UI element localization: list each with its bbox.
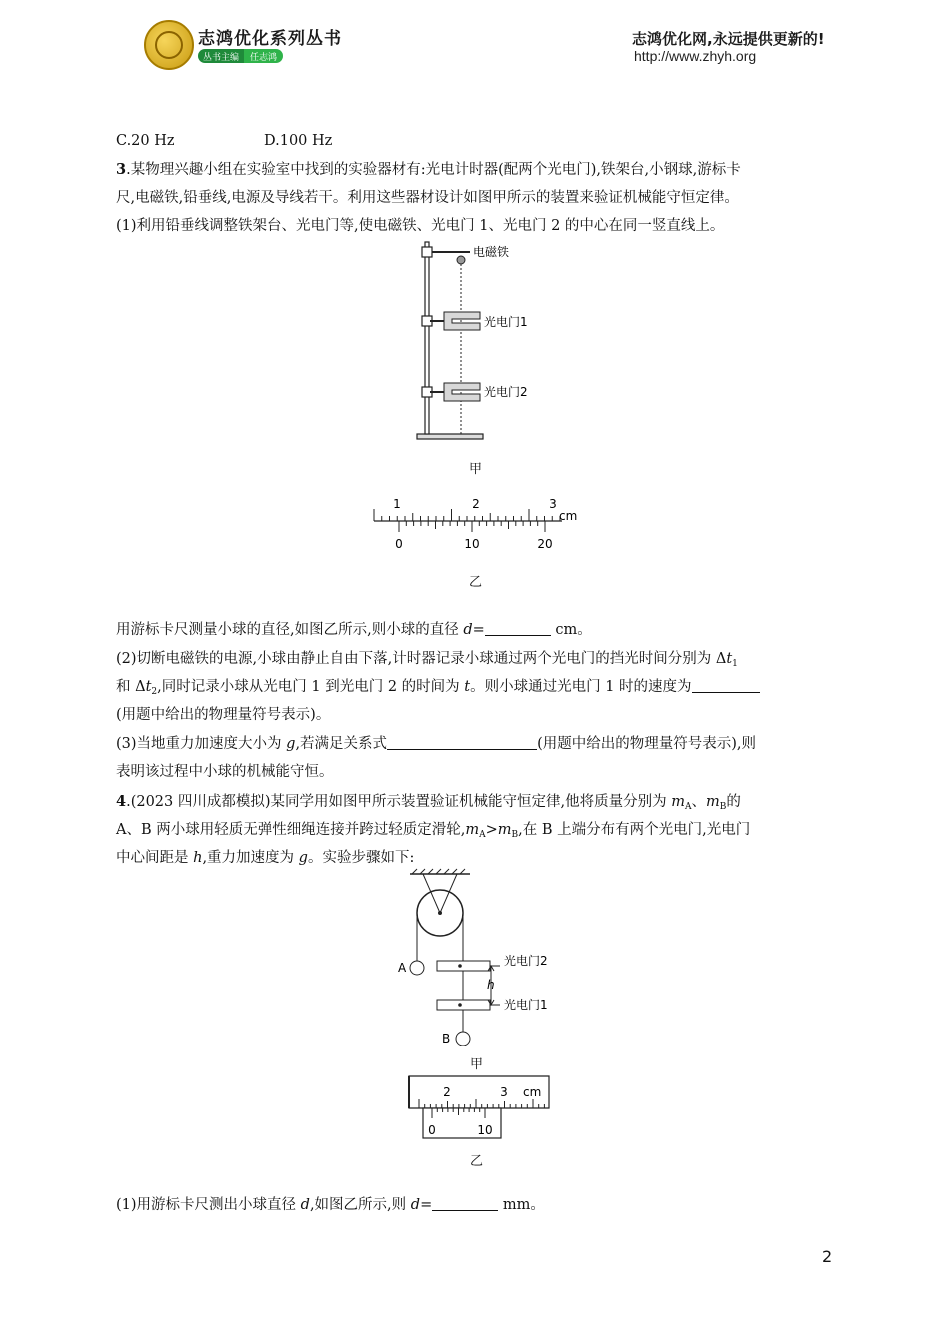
q4-caption-a: 甲 <box>470 1057 484 1072</box>
series-title: 志鸿优化系列丛书 <box>198 29 342 49</box>
q3-part2-line3: (用题中给出的物理量符号表示)。 <box>116 707 331 723</box>
q4-text: 。实验步骤如下: <box>307 850 415 866</box>
q3-part2-line2 <box>116 677 760 702</box>
publisher-logo <box>144 20 194 70</box>
q3-part3-line1 <box>116 734 756 754</box>
var-g: g <box>286 736 296 752</box>
q4-text: A、B 两小球用轻质无弹性细绳连接并跨过轻质定滑轮, <box>116 822 466 838</box>
q4-number: 4 <box>116 793 127 810</box>
q3-figure-vernier <box>370 494 590 554</box>
subscript: B <box>719 802 727 812</box>
site-slogan: 志鸿优化网,永远提供更新的! <box>632 30 825 48</box>
q3-text: cm。 <box>555 622 592 638</box>
q3-part1-question <box>116 620 592 640</box>
subscript: B <box>511 830 519 840</box>
subscript: 1 <box>732 659 738 669</box>
var-t: t <box>464 679 471 695</box>
q3-stem-line1 <box>116 160 741 180</box>
var-m: m <box>671 794 685 810</box>
vernier-tick-label: 10 <box>464 537 480 551</box>
var-g: g <box>298 850 308 866</box>
editor-label: 丛书主编 <box>198 49 244 63</box>
var-m: m <box>465 822 480 838</box>
var-h: h <box>193 850 203 866</box>
label-magnet: 电磁铁 <box>473 245 510 259</box>
main-tick-label: 2 <box>443 1085 451 1099</box>
q3-text: ,同时记录小球从光电门 1 到光电门 2 的时间为 <box>157 679 465 695</box>
label-gate2: 光电门2 <box>484 385 528 399</box>
q3-caption-b: 乙 <box>469 575 483 590</box>
q3-text: (用题中给出的物理量符号表示),则 <box>537 736 756 752</box>
scale-unit: cm <box>523 1085 542 1099</box>
q4-text: ,重力加速度为 <box>202 850 299 866</box>
q4-text: ,在 B 上端分布有两个光电门,光电门 <box>518 822 751 838</box>
vernier-tick-label: 0 <box>395 537 403 551</box>
q3-text: ,若满足关系式 <box>295 736 388 752</box>
q3-stem-2: 尺,电磁铁,铅垂线,电源及导线若干。利用这些器材设计如图甲所示的装置来验证机械能守恒定律。 <box>116 190 739 206</box>
label-ball-b: B <box>442 1032 451 1046</box>
q3-part3-line2: 表明该过程中小球的机械能守恒。 <box>116 764 334 780</box>
q4-text: 中心间距是 <box>116 850 194 866</box>
option-d: D.100 Hz <box>264 133 333 149</box>
vernier-tick-label: 20 <box>537 537 553 551</box>
q3-part2-line1 <box>116 649 738 674</box>
q4-part1 <box>116 1195 545 1215</box>
q3-part1: (1)利用铅垂线调整铁架台、光电门等,使电磁铁、光电门 1、光电门 2 的中心在同一竖直线上。 <box>116 218 725 234</box>
label-gate1: 光电门1 <box>484 315 528 329</box>
q4-text: 的 <box>726 794 741 810</box>
q3-text: (2)切断电磁铁的电源,小球由静止自由下落,计时器记录小球通过两个光电门的挡光时间分别为 Δ <box>116 651 727 667</box>
q4-text: (1)用游标卡尺测出小球直径 <box>116 1197 301 1213</box>
q4-text: 、 <box>691 794 706 810</box>
q3-text: 用游标卡尺测量小球的直径,如图乙所示,则小球的直径 <box>116 622 464 638</box>
q4-figure-caliper <box>405 1072 555 1142</box>
option-c: C.20 Hz <box>116 133 175 149</box>
label-gate2: 光电门2 <box>504 954 548 968</box>
q4-stem-line1 <box>116 792 741 817</box>
main-tick-label: 1 <box>393 497 401 511</box>
answer-blank-diameter-mm[interactable] <box>432 1196 498 1211</box>
page-number: 2 <box>822 1247 833 1266</box>
label-gate1: 光电门1 <box>504 998 548 1012</box>
q3-caption-a: 甲 <box>469 462 483 477</box>
q3-stem-1: .某物理兴趣小组在实验室中找到的实验器材有:光电计时器(配两个光电门),铁架台,小钢球,游标卡 <box>126 162 741 178</box>
answer-blank-diameter[interactable] <box>485 621 551 636</box>
var-d: d <box>463 622 473 638</box>
q3-text: (3)当地重力加速度大小为 <box>116 736 287 752</box>
site-url: http://www.zhyh.org <box>634 48 757 64</box>
q4-text: > <box>485 822 498 838</box>
q3-text: = <box>472 622 485 638</box>
var-d: d <box>300 1197 310 1213</box>
answer-blank-velocity[interactable] <box>692 678 760 693</box>
q4-caption-b: 乙 <box>470 1154 484 1169</box>
vernier-tick-label: 10 <box>477 1123 493 1137</box>
editor-name: 任志鸿 <box>244 49 283 63</box>
q4-stem-line3 <box>116 848 414 868</box>
answer-blank-relation[interactable] <box>387 735 537 750</box>
var-m: m <box>497 822 512 838</box>
var-t: t <box>145 679 152 695</box>
editor-badge <box>198 49 283 63</box>
label-ball-a: A <box>398 961 407 975</box>
subscript: 2 <box>151 687 158 697</box>
subscript: A <box>479 830 486 840</box>
var-m: m <box>706 794 720 810</box>
q4-text: = <box>420 1197 433 1213</box>
main-tick-label: 3 <box>549 497 557 511</box>
var-d: d <box>410 1197 421 1213</box>
q3-number: 3 <box>116 161 127 178</box>
subscript: A <box>685 802 692 812</box>
vernier-scale-ticks <box>399 521 545 532</box>
q4-text: mm。 <box>502 1197 545 1213</box>
scale-unit: cm <box>559 509 578 523</box>
main-tick-label: 2 <box>472 497 480 511</box>
main-tick-label: 3 <box>500 1085 508 1099</box>
q4-figure-pulley <box>390 868 570 1046</box>
q3-text: 。则小球通过光电门 1 时的速度为 <box>470 679 692 695</box>
q4-text: .(2023 四川成都模拟)某同学用如图甲所示装置验证机械能守恒定律,他将质量分别为 <box>126 794 672 810</box>
vernier-tick-label: 0 <box>428 1123 436 1137</box>
page-header <box>0 0 950 80</box>
q3-figure-stand <box>404 238 544 444</box>
q4-stem-line2 <box>116 820 750 845</box>
q3-text: 和 Δ <box>116 679 146 695</box>
q4-text: ,如图乙所示,则 <box>309 1197 411 1213</box>
var-t: t <box>726 651 733 667</box>
main-scale-ticks <box>374 509 560 521</box>
label-h: h <box>487 978 495 992</box>
